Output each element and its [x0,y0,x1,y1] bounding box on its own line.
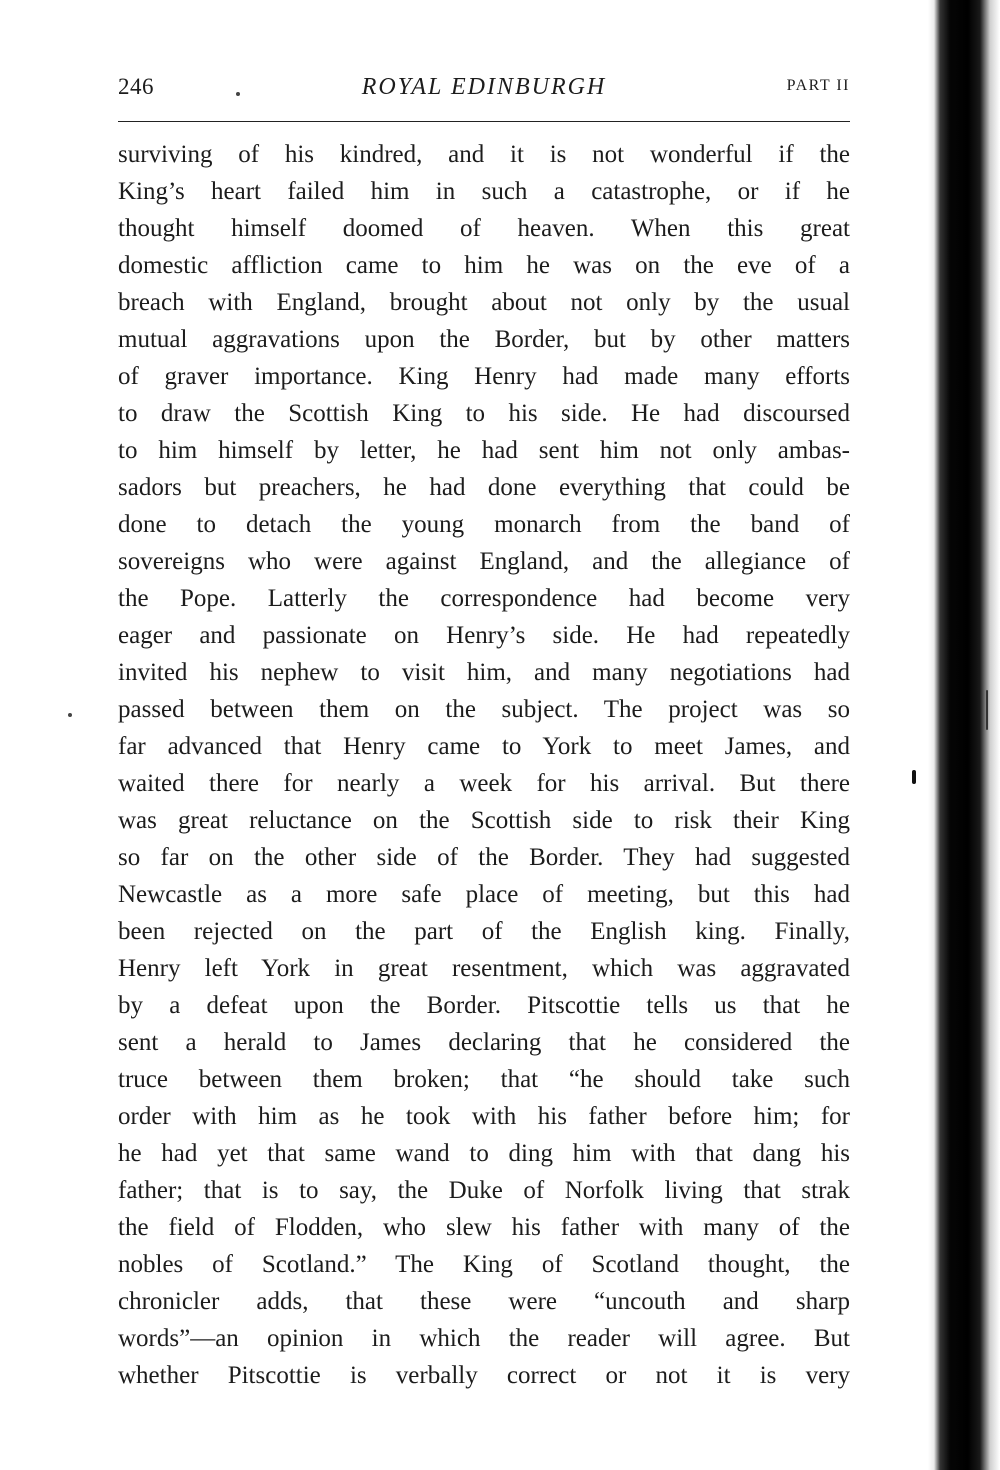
text-line: sent a herald to James declaring that he considered the [118,1029,850,1056]
text-line: of graver importance. King Henry had made many efforts [118,363,850,390]
text-line: the field of Flodden, who slew his father with many of the [118,1214,850,1241]
text-line: by a defeat upon the Border. Pitscottie tells us that he [118,992,850,1019]
text-line: so far on the other side of the Border. They had suggested [118,844,850,871]
body-text [118,136,850,1394]
text-line: chronicler adds, that these were “uncouth and sharp [118,1288,850,1315]
scan-speck [68,713,72,717]
text-line: to him himself by letter, he had sent him not only ambas- [118,437,850,464]
text-line: truce between them broken; that “he should take such [118,1066,850,1093]
text-line: whether Pitscottie is verbally correct or not it is very [118,1362,850,1389]
text-line: nobles of Scotland.” The King of Scotland thought, the [118,1251,850,1278]
text-line: Newcastle as a more safe place of meeting, but this had [118,881,850,908]
text-line: to draw the Scottish King to his side. He had discoursed [118,400,850,427]
text-line: the Pope. Latterly the correspondence had become very [118,585,850,612]
part-label: PART II [786,77,850,94]
scan-mark [912,770,916,784]
running-title: ROYAL EDINBURGH [361,74,607,100]
text-line: sovereigns who were against England, and the allegiance of [118,548,850,575]
binding-shadow [928,0,1000,1470]
scan-mark [986,690,988,730]
header-rule [118,121,850,122]
text-line: thought himself doomed of heaven. When this great [118,215,850,242]
text-line: done to detach the young monarch from the band of [118,511,850,538]
page-number: 246 [118,74,154,99]
text-line: Henry left York in great resentment, which was aggravated [118,955,850,982]
text-line: mutual aggravations upon the Border, but by other matters [118,326,850,353]
text-line: eager and passionate on Henry’s side. He had repeatedly [118,622,850,649]
text-line: surviving of his kindred, and it is not wonderful if the [118,141,850,168]
text-line: waited there for nearly a week for his arrival. But there [118,770,850,797]
text-line: passed between them on the subject. The project was so [118,696,850,723]
scan-speck [236,92,240,96]
text-line: domestic affliction came to him he was on the eve of a [118,252,850,279]
text-line: breach with England, brought about not only by the usual [118,289,850,316]
text-line: he had yet that same wand to ding him with that dang his [118,1140,850,1167]
text-line: invited his nephew to visit him, and many negotiations had [118,659,850,686]
text-line: far advanced that Henry came to York to meet James, and [118,733,850,760]
text-line: King’s heart failed him in such a catastrophe, or if he [118,178,850,205]
text-line: been rejected on the part of the English king. Finally, [118,918,850,945]
text-line: order with him as he took with his father before him; for [118,1103,850,1130]
text-line: words”—an opinion in which the reader will agree. But [118,1325,850,1352]
text-line: was great reluctance on the Scottish side to risk their King [118,807,850,834]
page-header [118,74,850,110]
text-line: father; that is to say, the Duke of Norfolk living that strak [118,1177,850,1204]
text-line: sadors but preachers, he had done everything that could be [118,474,850,501]
